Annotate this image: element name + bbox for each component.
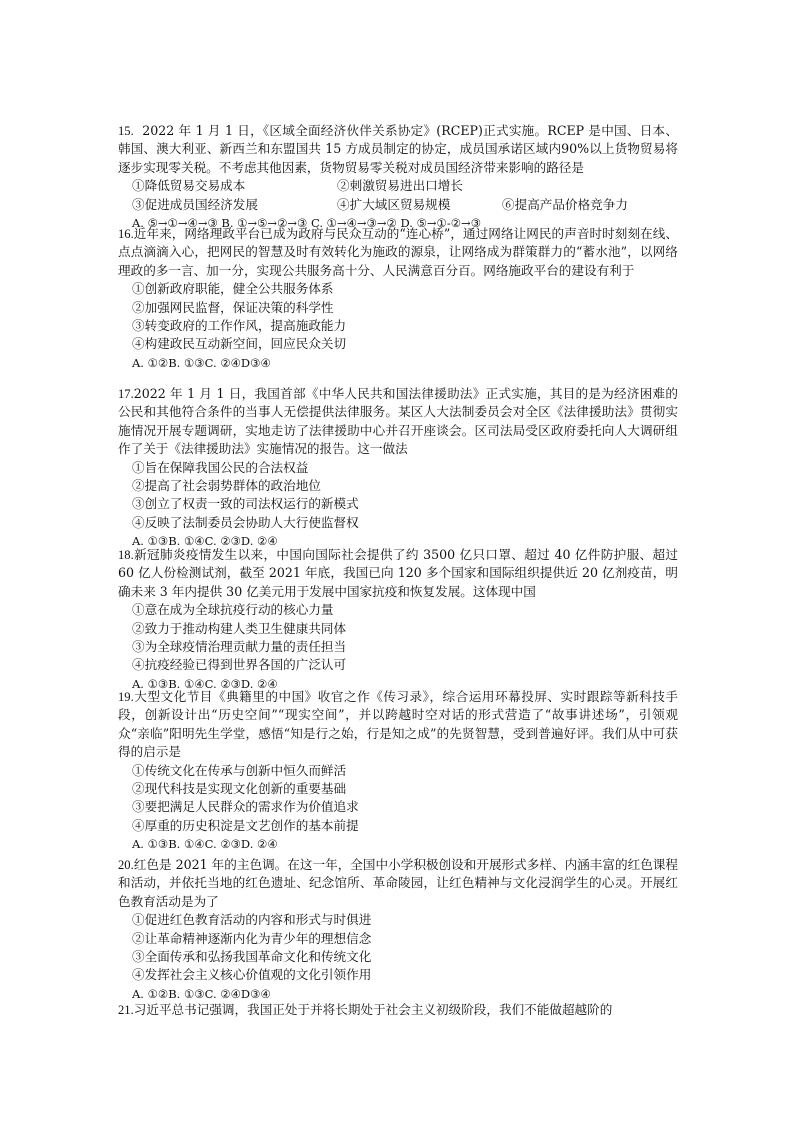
question-19-stem <box>118 688 678 762</box>
question-18 <box>118 546 678 693</box>
question-15-options-row2 <box>118 196 678 214</box>
option: ④发挥社会主义核心价值观的文化引领作用 <box>132 967 372 983</box>
option: ①促进红色教育活动的内容和形式与时俱进 <box>132 912 372 928</box>
question-text: 2022 年 1 月 1 日，我国首部《中华人民共和国法律援助法》正式实施，其目的是为经济困难的公民和其他符合条件的当事人无偿提供法律服务。某区人大法制委员会对全区《法律援助法》贯彻实施情况开展专题调研，实地走访了法律援助中心并召开座谈会。区司法局受区政府委托向人大调研组作了关于《法律援助法》实施情况的报告。这一做法 <box>118 386 678 457</box>
question-number: 20. <box>118 858 134 872</box>
answer-choices: A. ①③B. ①④C. ②③D. ②④ <box>132 534 278 549</box>
question-21-stem <box>118 1001 678 1019</box>
option: ②加强网民监督，保证决策的科学性 <box>132 299 334 315</box>
question-19 <box>118 688 678 854</box>
question-text: 2022 年 1 月 1 日，《区域全面经济伙伴关系协定》(RCEP)正式实施。RCEP 是中国、日本、韩国、澳大利亚、新西兰和东盟国共 15 方成员制定的协定，成员国承诺区域内90%以上货物贸易将逐步实现零关税。不考虑其他因素，货物贸易零关税对成员国经济带来影响的路径是 <box>118 123 678 175</box>
answer-choices: A. ⑤→①→④→③ B. ①→⑤→②→③ C. ①→④→③→② D. ⑤→①-②→③ <box>132 216 481 231</box>
question-15 <box>118 122 678 232</box>
question-number: 17. <box>118 387 134 401</box>
question-20-stem <box>118 856 678 911</box>
option: ①创新政府职能，健全公共服务体系 <box>132 281 334 297</box>
option: ①旨在保障我国公民的合法权益 <box>132 459 309 475</box>
question-text: 新冠肺炎疫情发生以来，中国向国际社会提供了约 3500 亿只口罩、超过 40 亿件防护服、超过 60 亿人份检测试剂，截至 2021 年底，我国已向 120 多个国家和国际组织提供近 20 亿剂疫苗，明确未来 3 年内提供 30 亿美元用于发展中国家抗疫和恢复发展。这体现中国 <box>118 547 678 599</box>
option: ③要把满足人民群众的需求作为价值追求 <box>132 799 359 815</box>
question-text: 大型文化节目《典籍里的中国》收官之作《传习录》，综合运用环幕投屏、实时跟踪等新科技手段，创新设计出“历史空间”“现实空间”，并以跨越时空对话的形式营造了“故事讲述场”，引领观众“亲临”阳明先生学堂，感悟“知是行之始，行是知之成”的先贤智慧，受到普遍好评。我们从中可获得的启示是 <box>118 689 678 760</box>
question-number: 15. <box>118 124 134 138</box>
question-number: 21. <box>118 1003 134 1017</box>
question-20 <box>118 856 678 1003</box>
option: ②刺激贸易进出口增长 <box>337 178 463 194</box>
question-15-options-row1 <box>118 177 678 195</box>
option: ②让革命精神逐渐内化为青少年的理想信念 <box>132 930 372 946</box>
question-17 <box>118 385 678 551</box>
question-text: 习近平总书记强调，我国正处于并将长期处于社会主义初级阶段，我们不能做超越阶的 <box>133 1002 613 1017</box>
option: ②致力于推动构建人类卫生健康共同体 <box>132 620 347 636</box>
option: ④反映了法制委员会协助人大行使监督权 <box>132 514 359 530</box>
answer-choices: A. ①③B. ①④C. ②③D. ②④ <box>132 676 278 691</box>
question-number: 19. <box>118 690 134 704</box>
option: ①意在成为全球抗疫行动的核心力量 <box>132 602 334 618</box>
question-21 <box>118 1001 678 1019</box>
question-16 <box>118 225 678 372</box>
answer-choices: A. ①②B. ①③C. ②④D③④ <box>132 355 271 370</box>
option: ⑥提高产品价格竞争力 <box>502 196 628 212</box>
option: ③全面传承和弘扬我国革命文化和传统文化 <box>132 949 372 965</box>
option: ④厚重的历史积淀是文艺创作的基本前提 <box>132 817 359 833</box>
option: ④抗疫经验已得到世界各国的广泛认可 <box>132 657 347 673</box>
question-number: 18. <box>118 548 134 562</box>
option: ②提高了社会弱势群体的政治地位 <box>132 478 321 494</box>
question-17-stem <box>118 385 678 459</box>
option: ④扩大域区贸易规模 <box>337 196 451 212</box>
option: ③创立了权责一致的司法权运行的新模式 <box>132 496 359 512</box>
answer-choices: A. ①②B. ①③C. ②④D③④ <box>132 986 271 1001</box>
answer-choices: A. ①③B. ①④C. ②③D. ②④ <box>132 837 278 852</box>
question-16-stem <box>118 225 678 280</box>
question-15-stem <box>118 122 678 177</box>
option: ②现代科技是实现文化创新的重要基础 <box>132 781 347 797</box>
option: ③为全球疫情治理贡献力量的责任担当 <box>132 639 347 655</box>
option: ③促进成员国经济发展 <box>132 196 258 212</box>
option: ③转变政府的工作作风，提高施政能力 <box>132 318 347 334</box>
option: ④构建政民互动新空间，回应民众关切 <box>132 336 347 352</box>
question-18-stem <box>118 546 678 601</box>
question-number: 16. <box>118 227 134 241</box>
option: ①降低贸易交易成本 <box>132 178 246 194</box>
question-text: 近年来，网络理政平台已成为政府与民众互动的“连心桥”，通过网络让网民的声音时时刻刻在线、点点滴滴入心，把网民的智慧及时有效转化为施政的源泉，让网络成为群策群力的“蓄水池”，以网络理政的多一言、加一分，实现公共服务高十分、人民满意百分百。网络施政平台的建设有利于 <box>118 226 678 278</box>
question-text: 红色是 2021 年的主色调。在这一年，全国中小学积极创设和开展形式多样、内涵丰富的红色课程和活动，并依托当地的红色遗址、纪念馆所、革命陵园，让红色精神与文化浸润学生的心灵。开展红色教育活动是为了 <box>118 857 678 909</box>
option: ①传统文化在传承与创新中恒久而鲜活 <box>132 762 347 778</box>
